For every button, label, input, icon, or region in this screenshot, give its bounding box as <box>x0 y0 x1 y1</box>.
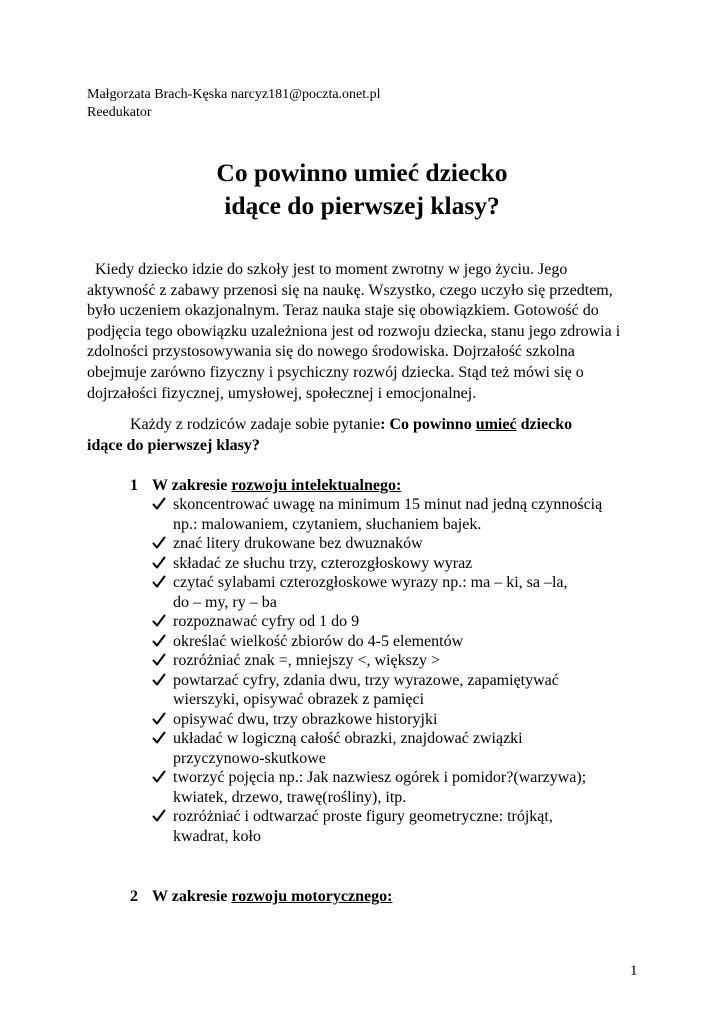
list-item <box>152 671 672 710</box>
section-title-underlined: rozwoju motorycznego: <box>231 888 393 905</box>
list-item <box>152 710 672 730</box>
section-heading-1 <box>130 476 401 496</box>
page-title <box>0 156 724 222</box>
list-item <box>152 534 672 554</box>
intellectual-skills-list <box>152 495 672 846</box>
intro-paragraph <box>87 260 657 404</box>
question-rest: dziecko <box>516 416 573 433</box>
intro-line: podjęcia tego obowiązku uzależniona jest od rozwoju dziecka, stanu jego zdrowia i <box>87 322 621 340</box>
document-header <box>87 86 381 122</box>
list-item-text: rozróżniać znak =, mniejszy <, większy > <box>173 652 440 669</box>
intro-line: dojrzałości fizycznej, umysłowej, społecznej i emocjonalnej. <box>87 384 477 402</box>
checkmark-icon <box>152 808 166 824</box>
intro-line: było uczeniem okazjonalnym. Teraz nauka staje się obowiązkiem. Gotowość do <box>87 302 599 320</box>
title-line-1: Co powinno umieć dziecko <box>216 158 508 187</box>
list-item <box>152 651 672 671</box>
section-prefix: W zakresie <box>152 477 232 494</box>
list-item <box>152 768 672 807</box>
list-item-text: składać ze słuchu trzy, czterozgłoskowy wyraz <box>173 554 473 572</box>
author-role: Reedukator <box>87 105 152 120</box>
list-item-text: czytać sylabami czterozgłoskowe wyrazy np.: ma – ki, sa –la, <box>173 574 568 591</box>
list-item-text: układać w logiczną całość obrazki, znajdować związki <box>173 730 523 747</box>
list-item <box>152 729 672 768</box>
question-paragraph <box>87 415 572 456</box>
question-line-2: idące do pierwszej klasy? <box>87 436 260 454</box>
title-line-2: idące do pierwszej klasy? <box>224 191 500 220</box>
question-underlined-word: umieć <box>475 416 517 433</box>
checkmark-icon <box>152 613 166 629</box>
checkmark-icon <box>152 535 166 551</box>
list-item-text: wierszyki, opisywać obrazek z pamięci <box>173 691 425 708</box>
checkmark-icon <box>152 711 166 727</box>
list-item <box>152 612 672 632</box>
checkmark-icon <box>152 672 166 688</box>
question-colon: : Co powinno <box>380 416 476 433</box>
list-item-text: powtarzać cyfry, zdania dwu, trzy wyrazowe, zapamiętywać <box>173 671 559 689</box>
section-number: 2 <box>130 888 138 905</box>
intro-line: Kiedy dziecko idzie do szkoły jest to moment zwrotny w jego życiu. Jego <box>87 261 568 278</box>
checkmark-icon <box>152 769 166 785</box>
list-item-text: tworzyć pojęcia np.: Jak nazwiesz ogórek i pomidor?(warzywa); <box>173 769 587 786</box>
list-item-text: rozpoznawać cyfry od 1 do 9 <box>173 613 360 630</box>
list-item <box>152 554 672 574</box>
intro-line: zdolności przystosowywania się do nowego środowiska. Dojrzałość szkolna <box>87 343 575 361</box>
checkmark-icon <box>152 633 166 649</box>
list-item-text: znać litery drukowane bez dwuznaków <box>173 535 423 552</box>
list-item-text: skoncentrować uwagę na minimum 15 minut nad jedną czynnością <box>173 496 603 513</box>
list-item-text: rozróżniać i odtwarzać proste figury geometryczne: trójkąt, <box>173 808 553 825</box>
section-heading-2 <box>130 887 392 907</box>
list-item-text: kwadrat, koło <box>173 827 261 845</box>
list-item <box>152 632 672 652</box>
section-title-underlined: rozwoju intelektualnego: <box>231 477 402 494</box>
question-lead: Każdy z rodziców zadaje sobie pytanie <box>130 416 381 433</box>
intro-line: obejmuje zarówno fizyczny i psychiczny rozwój dziecka. Stąd też mówi się o <box>87 363 584 381</box>
list-item <box>152 807 672 846</box>
list-item <box>152 573 672 612</box>
checkmark-icon <box>152 574 166 590</box>
list-item-text: np.: malowaniem, czytaniem, słuchaniem bajek. <box>173 515 482 533</box>
author-line: Małgorzata Brach-Kęska narcyz181@poczta.onet.pl <box>87 87 381 102</box>
checkmark-icon <box>152 652 166 668</box>
checkmark-icon <box>152 555 166 571</box>
list-item-text: przyczynowo-skutkowe <box>173 749 326 767</box>
checkmark-icon <box>152 730 166 746</box>
section-prefix: W zakresie <box>152 888 232 905</box>
list-item-text: określać wielkość zbiorów do 4-5 elementów <box>173 632 464 650</box>
list-item-text: opisywać dwu, trzy obrazkowe historyjki <box>173 710 438 728</box>
checkmark-icon <box>152 496 166 512</box>
list-item-text: do – my, ry – ba <box>173 593 277 611</box>
section-number: 1 <box>130 477 138 494</box>
intro-line: aktywność z zabawy przenosi się na naukę. Wszystko, czego uczyło się przedtem, <box>87 281 613 299</box>
page-number: 1 <box>630 963 638 979</box>
list-item <box>152 495 672 534</box>
list-item-text: kwiatek, drzewo, trawę(rośliny), itp. <box>173 788 407 806</box>
